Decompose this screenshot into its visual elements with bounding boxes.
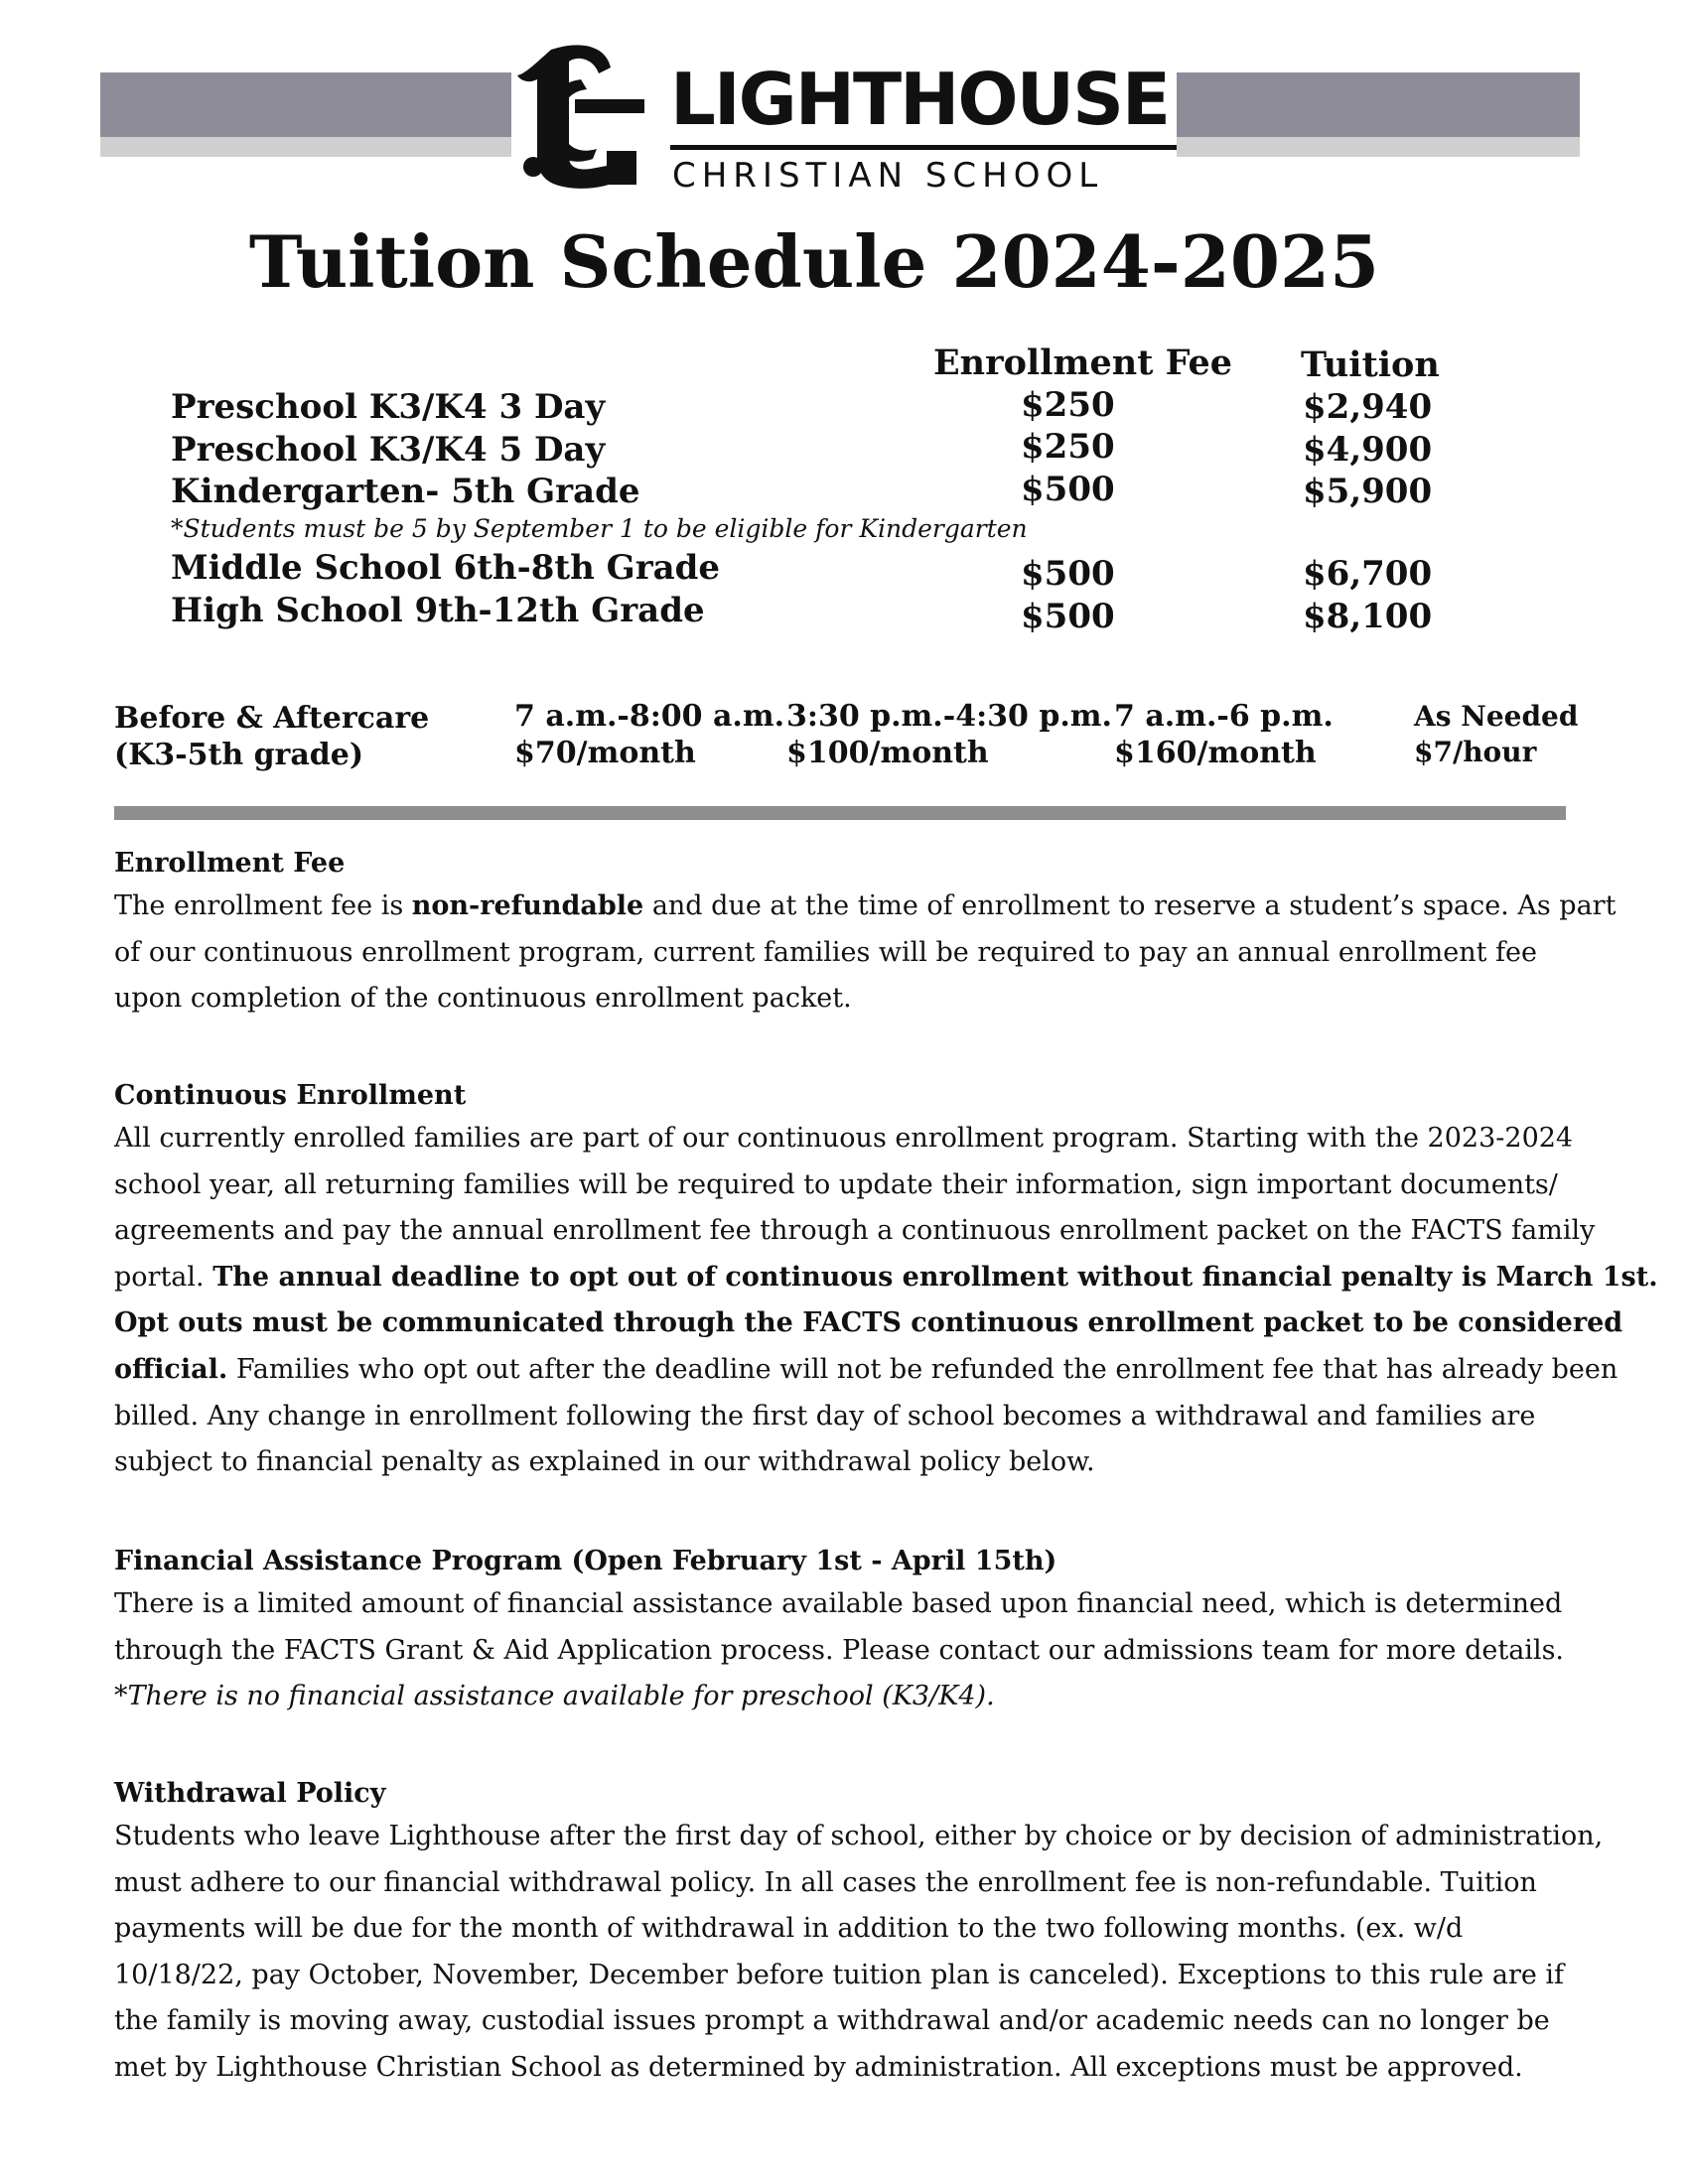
deadline-emphasis: The annual deadline to opt out of continuous enrollment without financial penalty is March 1st. [212,1261,1658,1293]
enrollment-fee-section [114,844,1617,1023]
body-line: Opt outs must be communicated through the FACTS continuous enrollment packet to be considered [114,1307,1623,1339]
continuous-enrollment-section [114,1076,1658,1486]
grade-level: Kindergarten- 5th Grade [171,472,640,511]
section-heading: Continuous Enrollment [114,1080,467,1111]
enrollment-fee: $500 [1021,597,1115,636]
aftercare-option-time: As Needed [1414,700,1579,733]
body-line: subject to financial penalty as explained in our withdrawal policy below. [114,1446,1095,1478]
aftercare-option-time: 7 a.m.-6 p.m. [1114,699,1334,734]
body-line: school year, all returning families will be required to update their information, sign important documents/ [114,1168,1558,1200]
kindergarten-note: *Students must be 5 by September 1 to be eligible for Kindergarten [171,514,1028,543]
financial-assistance-section [114,1542,1594,1720]
tuition-row [0,548,1688,594]
lc-monogram-icon [511,40,650,199]
preschool-note: *There is no financial assistance available for preschool (K3/K4). [114,1681,995,1712]
section-body [114,1814,1604,2092]
enrollment-fee: $250 [1021,385,1115,425]
body-line: through the FACTS Grant & Aid Application process. Please contact our admissions team for more details. [114,1634,1565,1666]
aftercare-option-price: $70/month [514,736,696,770]
enrollment-fee: $500 [1021,470,1115,509]
aftercare-option-price: $160/month [1114,736,1317,770]
tuition-row [0,385,1688,430]
body-line: must adhere to our financial withdrawal policy. In all cases the enrollment fee is non-refundable. Tuition [114,1866,1537,1898]
enrollment-fee: $500 [1021,554,1115,594]
logo-rule [670,145,1177,150]
withdrawal-policy-section [114,1774,1604,2092]
aftercare-label: Before & Aftercare [114,701,430,736]
body-line: portal. The annual deadline to opt out of continuous enrollment without financial penalty is March 1st. [114,1261,1658,1293]
col-header-enrollment-fee: Enrollment Fee [933,342,1233,383]
tuition-amount: $4,900 [1303,430,1433,470]
body-line: payments will be due for the month of withdrawal in addition to the two following months. (ex. w/d [114,1913,1464,1945]
non-refundable-emphasis: non-refundable [411,890,644,921]
section-heading: Withdrawal Policy [114,1778,386,1809]
body-line: met by Lighthouse Christian School as determined by administration. All exceptions must be approved. [114,2051,1523,2083]
body-line: 10/18/22, pay October, November, December before tuition plan is canceled). Exceptions to this rule are if [114,1959,1565,1990]
tuition-row [0,470,1688,514]
body-line: There is a limited amount of financial assistance available based upon financial need, which is determined [114,1588,1563,1619]
logo-name-line1: LIGHTHOUSE [670,58,1170,141]
aftercare-grades: (K3-5th grade) [114,738,364,772]
tuition-amount: $5,900 [1303,472,1433,511]
body-line: billed. Any change in enrollment following the first day of school becomes a withdrawal and families are [114,1400,1536,1432]
aftercare-option-price: $100/month [786,736,989,770]
aftercare-option-price: $7/hour [1414,736,1537,768]
body-line: upon completion of the continuous enrollment packet. [114,983,852,1015]
page-title: Tuition Schedule 2024-2025 [248,219,1380,304]
section-body [114,884,1617,1023]
col-header-tuition: Tuition [1301,344,1440,385]
section-heading: Enrollment Fee [114,848,346,879]
body-line: All currently enrolled families are part of our continuous enrollment program. Starting with the 2023-2024 [114,1123,1574,1154]
body-line: agreements and pay the annual enrollment fee through a continuous enrollment packet on the FACTS family [114,1215,1596,1247]
aftercare-option-time: 7 a.m.-8:00 a.m. [514,699,785,734]
tuition-amount: $6,700 [1303,554,1433,594]
body-line: The enrollment fee is non-refundable and due at the time of enrollment to reserve a student’s space. As part [114,890,1617,921]
school-logo [511,40,1177,199]
section-divider [114,806,1566,820]
tuition-amount: $2,940 [1303,387,1433,427]
grade-level: Middle School 6th-8th Grade [171,548,721,588]
tuition-row [0,591,1688,636]
section-body [114,1116,1658,1486]
aftercare-option-time: 3:30 p.m.-4:30 p.m. [786,699,1112,734]
enrollment-fee: $250 [1021,427,1115,467]
tuition-row [0,427,1688,473]
logo-name-line2: CHRISTIAN SCHOOL [672,156,1104,196]
body-line: of our continuous enrollment program, current families will be required to pay an annual enrollment fee [114,936,1538,968]
body-line: the family is moving away, custodial issues prompt a withdrawal and/or academic needs can no longer be [114,2005,1550,2037]
tuition-amount: $8,100 [1303,597,1433,636]
grade-level: Preschool K3/K4 3 Day [171,387,606,427]
body-line: Students who leave Lighthouse after the first day of school, either by choice or by decision of administration, [114,1821,1604,1851]
grade-level: High School 9th-12th Grade [171,591,705,630]
body-line: official. Families who opt out after the deadline will not be refunded the enrollment fee that has already been [114,1353,1618,1385]
grade-level: Preschool K3/K4 5 Day [171,430,606,470]
logo-wordmark [670,58,1177,196]
section-heading: Financial Assistance Program (Open February 1st - April 15th) [114,1546,1057,1576]
section-body [114,1581,1594,1720]
